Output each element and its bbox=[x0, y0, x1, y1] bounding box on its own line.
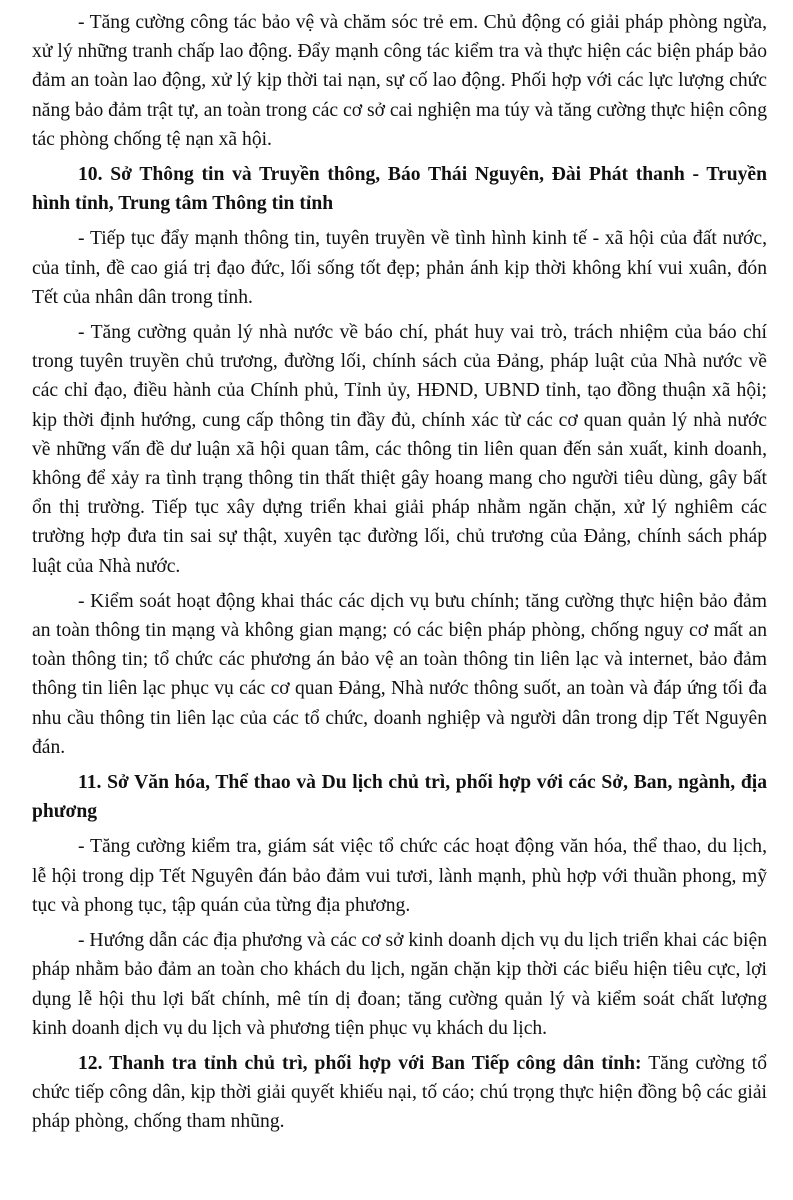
section-11-heading: 11. Sở Văn hóa, Thể thao và Du lịch chủ trì, phối hợp với các Sở, Ban, ngành, địa phương bbox=[32, 772, 767, 823]
paragraph-child-protection: - Tăng cường công tác bảo vệ và chăm sóc trẻ em. Chủ động có giải pháp phòng ngừa, xử lý những tranh chấp lao động. Đẩy mạnh công tác kiểm tra và thực hiện các biện pháp bảo đảm an toàn lao động, xử lý kịp thời tai nạn, sự cố lao động. Phối hợp với các lực lượng chức năng bảo đảm trật tự, an toàn trong các cơ sở cai nghiện ma túy và tăng cường thực hiện công tác phòng chống tệ nạn xã hội. bbox=[32, 12, 767, 150]
section-12-paragraph bbox=[32, 1049, 767, 1137]
paragraph-tourism-guidance: - Hướng dẫn các địa phương và các cơ sở kinh doanh dịch vụ du lịch triển khai các biện pháp nhằm bảo đảm an toàn cho khách du lịch, ngăn chặn kịp thời các biểu hiện tiêu cực, lợi dụng lễ hội thu lợi bất chính, mê tín dị đoan; tăng cường quản lý và kiểm soát chất lượng kinh doanh dịch vụ du lịch và phương tiện phục vụ khách du lịch. bbox=[32, 930, 767, 1039]
paragraph-culture-sports-inspection: - Tăng cường kiểm tra, giám sát việc tổ chức các hoạt động văn hóa, thể thao, du lịch, lễ hội trong dịp Tết Nguyên đán bảo đảm vui tươi, lành mạnh, phù hợp với thuần phong, mỹ tục và phong tục, tập quán của từng địa phương. bbox=[32, 836, 767, 916]
section-12-text: Tăng cường tổ chức tiếp công dân, kịp thời giải quyết khiếu nại, tố cáo; chú trọng thực hiện đồng bộ các giải pháp phòng, chống tham nhũng. bbox=[32, 1052, 767, 1133]
section-12-heading: 12. Thanh tra tỉnh chủ trì, phối hợp với Ban Tiếp công dân tỉnh: bbox=[78, 1052, 642, 1074]
paragraph-information-propaganda: - Tiếp tục đẩy mạnh thông tin, tuyên truyền về tình hình kinh tế - xã hội của đất nước, của tỉnh, đề cao giá trị đạo đức, lối sống tốt đẹp; phản ánh kịp thời không khí vui xuân, đón Tết của nhân dân trong tỉnh. bbox=[32, 228, 767, 308]
paragraph-press-management: - Tăng cường quản lý nhà nước về báo chí, phát huy vai trò, trách nhiệm của báo chí trong tuyên truyền chủ trương, đường lối, chính sách của Đảng, pháp luật của Nhà nước về các chỉ đạo, điều hành của Chính phủ, Tỉnh ủy, HĐND, UBND tỉnh, tạo đồng thuận xã hội; kịp thời định hướng, cung cấp thông tin đầy đủ, chính xác từ các cơ quan quản lý nhà nước về những vấn đề dư luận xã hội quan tâm, các thông tin liên quan đến sản xuất, kinh doanh, không để xảy ra tình trạng thông tin thất thiệt gây hoang mang cho người tiêu dùng, gây bất ổn thị trường. Tiếp tục xây dựng triển khai giải pháp nhằm ngăn chặn, xử lý nghiêm các trường hợp đưa tin sai sự thật, xuyên tạc đường lối, chủ trương của Đảng, chính sách pháp luật của Nhà nước. bbox=[32, 322, 767, 577]
section-10-heading: 10. Sở Thông tin và Truyền thông, Báo Thái Nguyên, Đài Phát thanh - Truyền hình tỉnh, Trung tâm Thông tin tỉnh bbox=[32, 164, 767, 215]
paragraph-postal-network-security: - Kiểm soát hoạt động khai thác các dịch vụ bưu chính; tăng cường thực hiện bảo đảm an toàn thông tin mạng và không gian mạng; có các biện pháp phòng, chống nguy cơ mất an toàn thông tin; tổ chức các phương án bảo vệ an toàn thông tin liên lạc và internet, bảo đảm thông tin liên lạc phục vụ các cơ quan Đảng, Nhà nước thông suốt, an toàn và đáp ứng tối đa nhu cầu thông tin liên lạc của các tổ chức, doanh nghiệp và người dân trong dịp Tết Nguyên đán. bbox=[32, 590, 767, 758]
